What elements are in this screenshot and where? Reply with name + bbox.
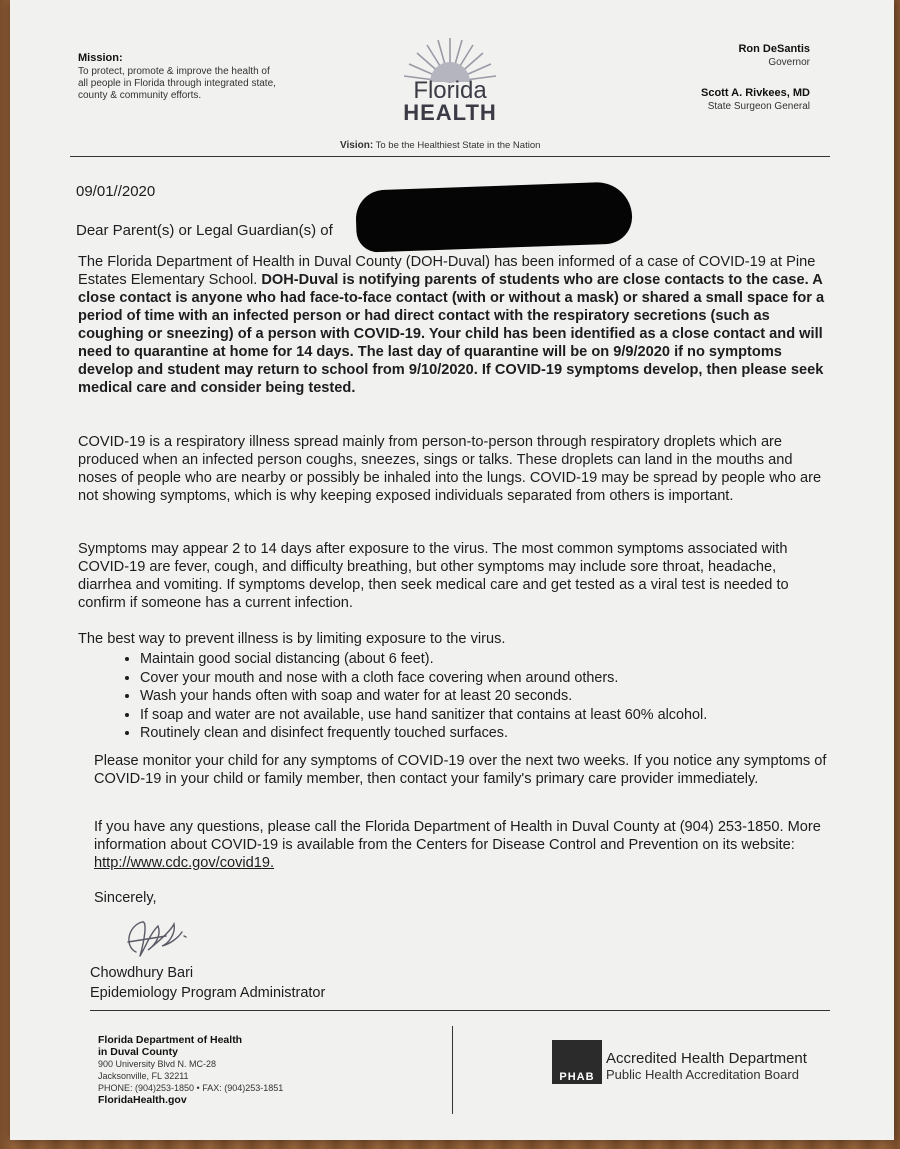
- footer-address-block: [98, 1034, 283, 1106]
- redaction-mark: [355, 181, 633, 253]
- letter-date: 09/01//2020: [76, 183, 156, 200]
- signer-block: [90, 963, 325, 1003]
- paragraph-notification: [78, 253, 830, 397]
- florida-health-logo: [390, 34, 510, 134]
- footer-address-line1: 900 University Blvd N. MC-28: [98, 1059, 217, 1069]
- header-divider: [70, 156, 830, 157]
- logo-health-text: HEALTH: [403, 100, 497, 125]
- list-item: • Wash your hands often with soap and water for at least 20 seconds.: [140, 687, 840, 706]
- vision-text: To be the Healthiest State in the Nation: [375, 140, 541, 151]
- accredited-title: Accredited Health Department: [606, 1050, 807, 1067]
- phab-letters: PHAB: [559, 1071, 595, 1083]
- signer-name: Chowdhury Bari: [90, 965, 194, 981]
- governor-title: Governor: [768, 57, 810, 68]
- mission-text: To protect, promote & improve the health of all people in Florida through integrated state, county & community efforts.: [78, 66, 276, 101]
- accreditation-block: [606, 1050, 807, 1082]
- footer-phone-fax: PHONE: (904)253-1850 • FAX: (904)253-1851: [98, 1083, 284, 1093]
- salutation: Dear Parent(s) or Legal Guardian(s) of: [76, 222, 333, 239]
- vision-label: Vision:: [340, 140, 374, 151]
- logo-florida-text: Florida: [413, 77, 487, 104]
- governor-name: Ron DeSantis: [738, 43, 810, 55]
- paragraph-notification-intro: The Florida Department of Health in Duval County (DOH-Duval) has been informed of a case of COVID-19 at Pine Estates Elementary School.: [78, 254, 816, 288]
- footer-org-line2: in Duval County: [98, 1046, 178, 1058]
- footer-vertical-divider: [452, 1026, 453, 1114]
- officials-block: [701, 42, 810, 114]
- footer-divider: [90, 1010, 830, 1011]
- list-item: • Cover your mouth and nose with a cloth face covering when around others.: [140, 669, 840, 688]
- paragraph-covid-description: COVID-19 is a respiratory illness spread mainly from person-to-person through respiratory droplets which are produced when an infected person coughs, sneezes, sings or talks. These droplets can land in the mouths and noses of people who are nearby or possibly be inhaled into the lungs. COVID-19 may be spread by people who are not showing symptoms, which is why keeping exposed individuals separated from others is important.: [78, 434, 822, 504]
- vision-line: [340, 140, 540, 151]
- paragraph-contact: [94, 818, 834, 872]
- prevention-list: [110, 650, 840, 743]
- paragraph-notification-bold: DOH-Duval is notifying parents of students who are close contacts to the case. A close contact is anyone who had face-to-face contact (with or without a mask) or shared a small space for a period of time with an infected person or had direct contact with the respiratory secretions (such as coughing or sneezing) of a person with COVID-19. Your child has been identified as a close contact and will need to quarantine at home for 14 days. The last day of quarantine will be on 9/9/2020 if no symptoms develop and student may return to school from 9/10/2020. If COVID-19 symptoms develop, then please seek medical care and consider being tested.: [78, 272, 825, 396]
- paragraph-monitoring: Please monitor your child for any symptoms of COVID-19 over the next two weeks. If you notice any symptoms of COVID-19 in your child or family member, then contact your family's primary care provider immediately.: [94, 753, 827, 787]
- cdc-website-link[interactable]: http://www.cdc.gov/covid19.: [94, 855, 275, 871]
- closing: Sincerely,: [94, 890, 157, 906]
- phab-logo-icon: [552, 1040, 602, 1084]
- paragraph-symptoms: Symptoms may appear 2 to 14 days after exposure to the virus. The most common symptoms associated with COVID-19 are fever, cough, and difficulty breathing, but other symptoms may include sore throat, headache, diarrhea and vomiting. If symptoms develop, then seek medical care and get tested as a viral test is needed to confirm if someone has a current infection.: [78, 541, 789, 611]
- signer-title: Epidemiology Program Administrator: [90, 985, 326, 1001]
- mission-block: [78, 52, 278, 102]
- list-item: • If soap and water are not available, use hand sanitizer that contains at least 60% alcohol.: [140, 706, 840, 725]
- paragraph-prevention-intro: The best way to prevent illness is by limiting exposure to the virus.: [78, 631, 506, 647]
- list-item: • Routinely clean and disinfect frequently touched surfaces.: [140, 724, 840, 743]
- paragraph-contact-text: If you have any questions, please call the Florida Department of Health in Duval County at (904) 253-1850. More information about COVID-19 is available from the Centers for Disease Control and Prevention on its website:: [94, 819, 821, 853]
- list-item: • Maintain good social distancing (about 6 feet).: [140, 650, 840, 669]
- signature-icon: [118, 912, 198, 964]
- surgeon-general-name: Scott A. Rivkees, MD: [700, 87, 810, 99]
- footer-website: FloridaHealth.gov: [98, 1094, 187, 1106]
- mission-title: Mission:: [78, 52, 123, 64]
- footer-org-line1: Florida Department of Health: [98, 1034, 243, 1046]
- surgeon-general-title: State Surgeon General: [707, 101, 810, 112]
- footer-address-line2: Jacksonville, FL 32211: [98, 1071, 189, 1081]
- letter-page: [10, 0, 894, 1140]
- accreditation-board: Public Health Accreditation Board: [606, 1067, 799, 1082]
